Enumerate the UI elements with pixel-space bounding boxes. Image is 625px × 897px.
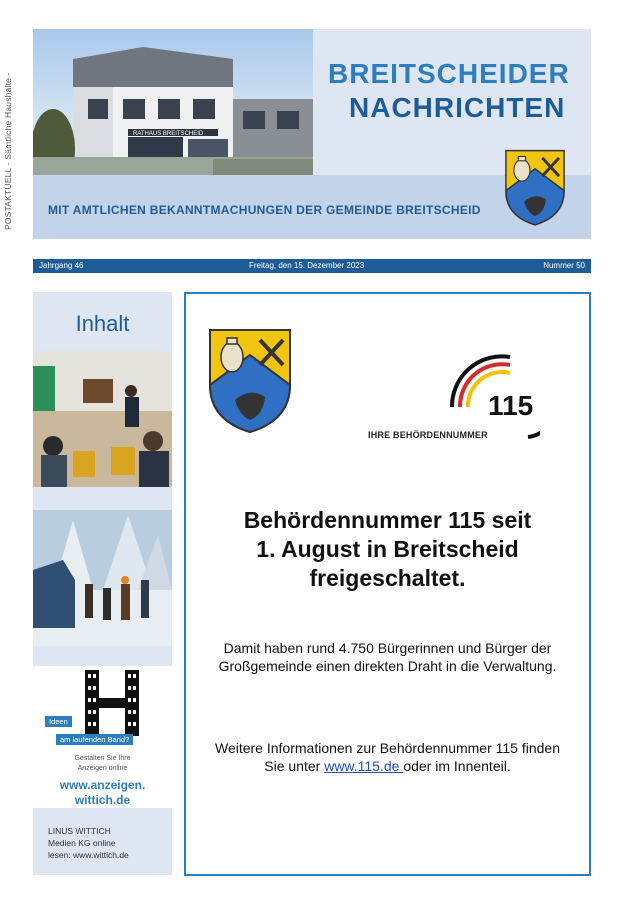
logo-number: 115 — [488, 390, 534, 421]
coat-of-arms-icon — [502, 147, 568, 227]
body-line2: Großgemeinde einen direkten Draht in die Verwaltung. — [218, 658, 557, 674]
masthead-subtitle: MIT AMTLICHEN BEKANNTMACHUNGEN DER GEMEINDE BREITSCHEID — [48, 203, 481, 217]
main-coat-of-arms-icon — [205, 320, 295, 440]
event-photo — [33, 351, 172, 487]
issue-date: Freitag, den 15. Dezember 2023 — [249, 261, 365, 270]
film-strip-icon — [77, 668, 147, 738]
publisher-line2: Medien KG online — [48, 838, 116, 848]
town-hall-illustration — [33, 29, 313, 175]
masthead-title-line1: BREITSCHEIDER — [328, 58, 570, 89]
info-line2 — [186, 758, 589, 774]
masthead-title-line2: NACHRICHTEN — [349, 92, 566, 123]
issue-info-bar — [33, 259, 591, 273]
info-line2-prefix: Sie unter — [264, 758, 325, 774]
side-label-text: POSTAKTUELL - Sämtliche Haushalte - — [3, 72, 13, 230]
headline-line1: Behördennummer 115 seit — [243, 507, 532, 533]
side-label — [3, 40, 17, 230]
info-line1: Weitere Informationen zur Behördennummer 115 finden — [214, 740, 560, 756]
town-hall-photo — [33, 29, 313, 175]
ad-text-line1: Gestalten Sie Ihre — [74, 755, 131, 762]
photo-sign-text: RATHAUS BREITSCHEID — [133, 131, 204, 137]
publisher-line3: lesen: www.wittich.de — [48, 850, 129, 860]
ad-url-line2[interactable]: wittich.de — [74, 793, 131, 807]
body-line1: Damit haben rund 4.750 Bürgerinnen und Bürger der — [223, 640, 552, 656]
info-link[interactable]: www.115.de — [324, 758, 404, 774]
ad-url-line1[interactable]: www.anzeigen. — [59, 778, 146, 792]
logo-caption: IHRE BEHÖRDENNUMMER — [368, 430, 488, 440]
headline-line2: 1. August in Breitscheid — [256, 536, 519, 562]
ad-text-line2: Anzeigen online — [77, 765, 128, 772]
headline-line3: freigeschaltet. — [309, 565, 466, 591]
ad-tag-band: am laufenden Band? — [56, 734, 133, 745]
info-line2-suffix: oder im Innenteil. — [403, 758, 511, 774]
publisher-line1: LINUS WITTICH — [48, 826, 111, 836]
ad-tag-ideas: Ideen — [45, 716, 72, 727]
issue-number: Nummer 50 — [543, 261, 585, 270]
winter-market-photo — [33, 510, 172, 646]
contents-title: Inhalt — [75, 311, 130, 336]
volume-label: Jahrgang 46 — [39, 261, 84, 270]
